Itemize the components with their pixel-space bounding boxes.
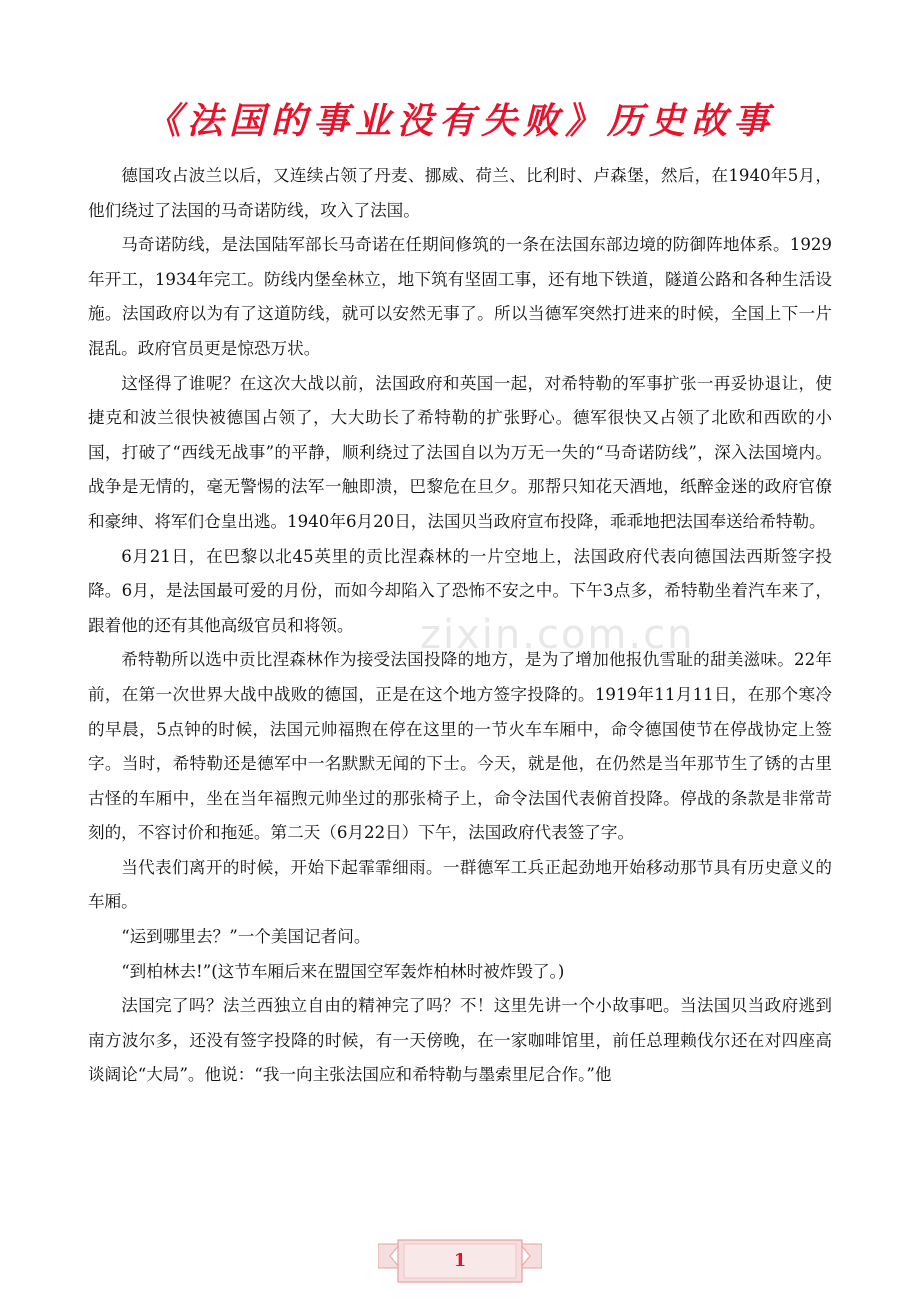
watermark: zixin.com.cn — [420, 612, 695, 658]
page-number: 1 — [453, 1250, 467, 1271]
paragraph: 这怪得了谁呢？在这次大战以前，法国政府和英国一起，对希特勒的军事扩张一再妥协退让，使捷克和波兰很快被德国占领了，大大助长了希特勒的扩张野心。德军很快又占领了北欧和西欧的小国，打破了“西线无战事”的平静，顺利绕过了法国自以为万无一失的“马奇诺防线”，深入法国境内。战争是无情的，毫无警惕的法军一触即溃，巴黎危在旦夕。那帮只知花天酒地，纸醉金迷的政府官僚和豪绅、将军们仓皇出逃。1940年6月20日，法国贝当政府宣布投降，乖乖地把法国奉送给希特勒。 — [88, 373, 832, 531]
paragraph: 马奇诺防线，是法国陆军部长马奇诺在任期间修筑的一条在法国东部边境的防御阵地体系。1929年开工，1934年完工。防线内堡垒林立，地下筑有坚固工事，还有地下铁道，隧道公路和各种生活设施。法国政府以为有了这道防线，就可以安然无事了。所以当德军突然打进来的时候，全国上下一片混乱。政府官员更是惊恐万状。 — [88, 235, 832, 358]
paragraph: “到柏林去!”(这节车厢后来在盟国空军轰炸柏林时被炸毁了。) — [121, 961, 565, 981]
document-page — [88, 95, 832, 1093]
paragraph: 法国完了吗？法兰西独立自由的精神完了吗？不！这里先讲一个小故事吧。当法国贝当政府逃到南方波尔多，还没有签字投降的时候，有一天傍晚，在一家咖啡馆里，前任总理赖伐尔还在对四座高谈阔论“大局”。他说：“我一向主张法国应和希特勒与墨索里尼合作。”他 — [88, 996, 832, 1085]
document-title: 《法国的事业没有失败》历史故事 — [144, 101, 775, 142]
page-footer — [378, 1236, 542, 1288]
paragraph: 希特勒所以选中贡比涅森林作为接受法国投降的地方，是为了增加他报仇雪耻的甜美滋味。22年前，在第一次世界大战中战败的德国，正是在这个地方签字投降的。1919年11月11日，在那个寒冷的早晨，5点钟的时候，法国元帅福煦在停在这里的一节火车车厢中，命令德国使节在停战协定上签字。当时，希特勒还是德军中一名默默无闻的下士。今天，就是他，在仍然是当年那节生了锈的古里古怪的车厢中，坐在当年福煦元帅坐过的那张椅子上，命令法国代表俯首投降。停战的条款是非常苛刻的，不容讨价和拖延。第二天（6月22日）下午，法国政府代表签了字。 — [88, 650, 832, 843]
paragraph: 德国攻占波兰以后，又连续占领了丹麦、挪威、荷兰、比利时、卢森堡，然后，在1940年5月，他们绕过了法国的马奇诺防线，攻入了法国。 — [88, 166, 832, 220]
paragraph: “运到哪里去？”一个美国记者问。 — [121, 927, 371, 947]
document-body — [88, 159, 832, 1093]
paragraph: 6月21日，在巴黎以北45英里的贡比涅森林的一片空地上，法国政府代表向德国法西斯签字投降。6月，是法国最可爱的月份，而如今却陷入了恐怖不安之中。下午3点多，希特勒坐着汽车来了，跟着他的还有其他高级官员和将领。 — [88, 546, 832, 635]
paragraph: 当代表们离开的时候，开始下起霏霏细雨。一群德军工兵正起劲地开始移动那节具有历史意义的车厢。 — [88, 857, 832, 912]
